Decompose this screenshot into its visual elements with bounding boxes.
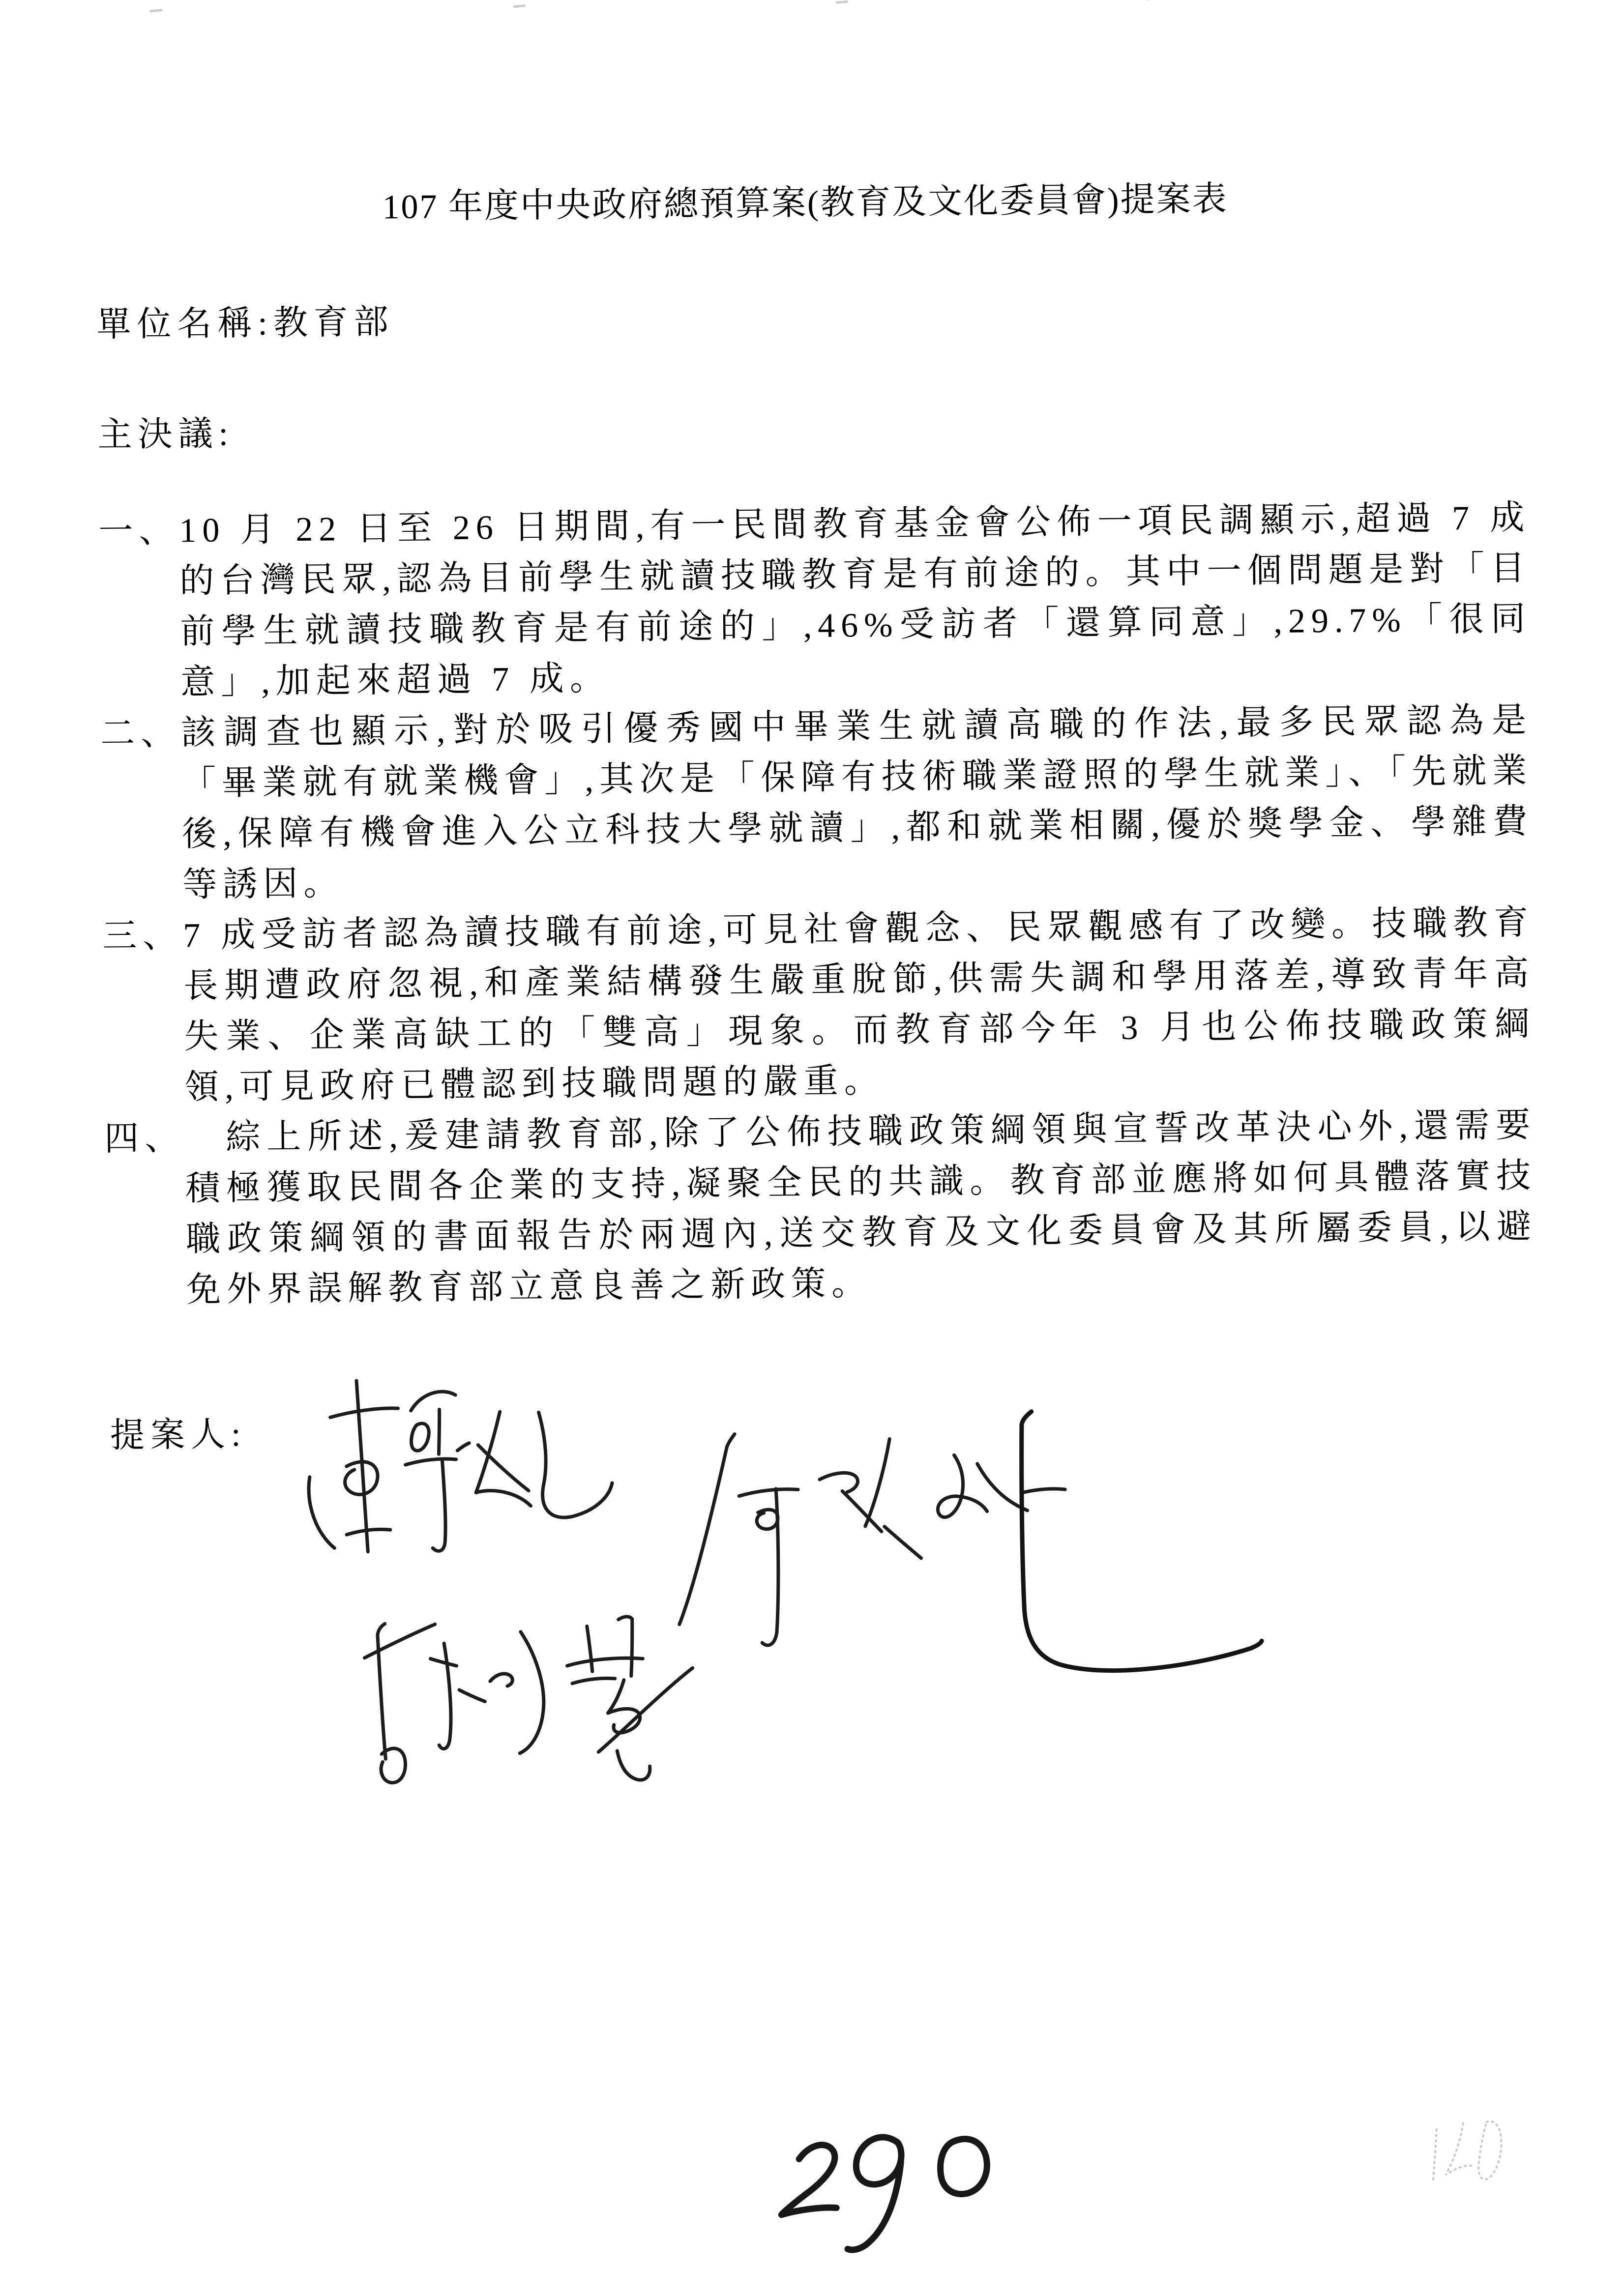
proposer-label: 提案人: bbox=[110, 1416, 247, 1455]
item-number: 一、 bbox=[98, 512, 179, 551]
main-resolution-heading: 主決議: bbox=[97, 415, 235, 454]
bleed-through-mark bbox=[1433, 2121, 1502, 2180]
unit-name-label: 單位名稱: bbox=[96, 304, 274, 344]
item-text: 7 成受訪者認為讀技職有前途,可見社會觀念、民眾觀感有了改變。技職教育長期遭政府忽視,和產業結構發生嚴重脫節,供需失調和學用落差,導致青年高失業、企業高缺工的「雙高」現象。而教育部今年 3 月也公佈技職政策綱領,可見政府已體認到技職問題的嚴重。 bbox=[182, 903, 1535, 1107]
resolution-item bbox=[104, 1100, 1538, 1316]
signature-handwriting-3 bbox=[364, 1616, 694, 1783]
item-text: 該調查也顯示,對於吸引優秀國中畢業生就讀高職的作法,最多民眾認為是「畢業就有就業機會」,其次是「保障有技術職業證照的學生就業」、「先就業後,保障有機會進入公立科技大學就讀」,都和就業相關,優於獎學金、學雜費等誘因。 bbox=[180, 701, 1534, 904]
resolution-item bbox=[98, 493, 1532, 709]
signature-handwriting-2 bbox=[678, 1409, 1262, 1675]
item-number: 四、 bbox=[104, 1119, 185, 1158]
item-number: 三、 bbox=[102, 917, 183, 956]
item-text: 綜上所述,爰建請教育部,除了公佈技職政策綱領與宣誓改革決心外,還需要積極獲取民間各企業的支持,凝聚全民的共識。教育部並應將如何具體落實技職政策綱領的書面報告於兩週內,送交教育及文化委員會及其所屬委員,以避免外界誤解教育部立意良善之新政策。 bbox=[184, 1106, 1537, 1309]
resolution-item bbox=[100, 695, 1534, 911]
unit-name-value: 教育部 bbox=[273, 303, 395, 343]
page-title: 107 年度中央政府總預算案(教育及文化委員會)提案表 bbox=[382, 180, 1228, 227]
unit-name-line bbox=[96, 297, 394, 350]
signature-handwriting-1 bbox=[308, 1378, 613, 1552]
resolution-item-list bbox=[98, 493, 1538, 1316]
handwritten-page-number bbox=[781, 2136, 988, 2251]
resolution-item bbox=[102, 898, 1536, 1114]
scan-edge-artifacts bbox=[149, 0, 1435, 11]
item-number: 二、 bbox=[100, 714, 181, 753]
item-text: 10 月 22 日至 26 日期間,有一民間教育基金會公佈一項民調顯示,超過 7 成的台灣民眾,認為目前學生就讀技職教育是有前途的。其中一個問題是對「目前學生就讀技職教育是有前途的」,46%受訪者「還算同意」,29.7%「很同意」,加起來超過 7 成。 bbox=[179, 498, 1532, 702]
